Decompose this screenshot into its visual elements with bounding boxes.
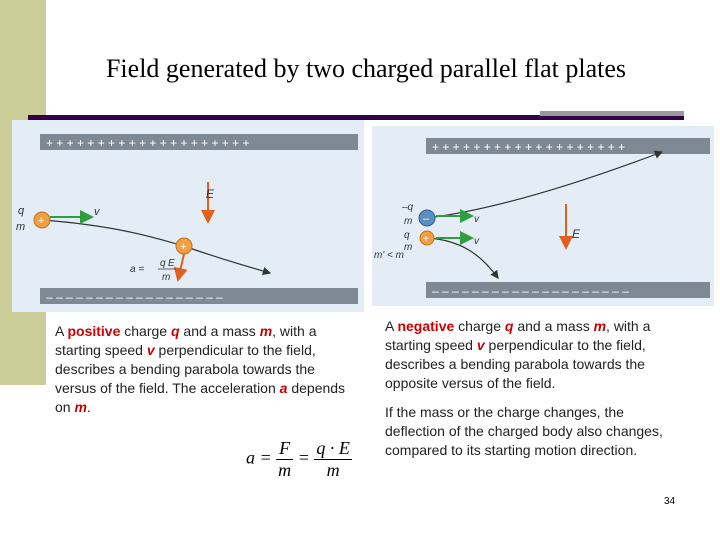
charge-sign-moving: + [180,241,187,253]
figure-positive-charge-drawing [12,120,364,312]
label-q: q [18,205,25,217]
figure-negative-charge [372,126,714,306]
page-title: Field generated by two charged parallel flat plates [105,54,627,83]
trajectory-positive [427,238,498,278]
accel-m: m [162,272,171,283]
title-rule-accent [540,111,684,116]
label-v-bottom: v [474,236,479,247]
negative-plate-signs: – – – – – – – – – – – – – – – – – – – – [432,284,629,298]
keyword-positive: positive [67,323,121,339]
page-number: 34 [664,496,676,507]
label-q: q [404,230,410,241]
label-E: E [206,187,215,201]
charge-sign-start: + [38,215,45,227]
label-v-top: v [474,214,479,225]
positive-plate-signs: + + + + + + + + + + + + + + + + + + + + [46,136,250,150]
figure-negative-charge-drawing [372,126,714,306]
label-neg-q: –q [402,202,414,213]
label-E: E [572,227,581,241]
trajectory [42,220,270,273]
figure-positive-charge [12,120,364,312]
positive-plate-signs: + + + + + + + + + + + + + + + + + + + [432,140,626,154]
label-m: m [404,216,413,227]
accel-q: q [160,258,166,269]
label-m: m [16,221,26,233]
deflection-note: If the mass or the charge changes, the deflection of the charged body also changes, compared to its starting motion direction. [385,404,663,458]
keyword-negative: negative [397,318,455,334]
positive-charge-description: A positive charge q and a mass m, with a starting speed v perpendicular to the field, describes a bending parabola towards the versus of the field. The acceleration a depends on m. [55,323,346,415]
trajectory-negative [427,152,662,218]
accel-E: E [168,258,175,269]
acceleration-formula: a = $\frac{F}{m}$ = $\frac{q \cdot E}{m}$ [246,438,350,480]
negative-charge-description: A negative charge q and a mass m, with a starting speed v perpendicular to the field, describes a bending parabola towards the opposite versus of the field. [385,318,651,391]
acceleration-arrow [178,254,184,280]
accel-label: a = [130,264,145,275]
negative-plate-signs: – – – – – – – – – – – – – – – – – – [46,290,223,304]
positive-charge-sign: + [423,234,429,245]
label-mass-compare: m' < m [374,250,404,261]
negative-charge-sign: – [423,213,430,225]
label-m2: m [404,242,413,253]
label-v: v [94,206,100,218]
